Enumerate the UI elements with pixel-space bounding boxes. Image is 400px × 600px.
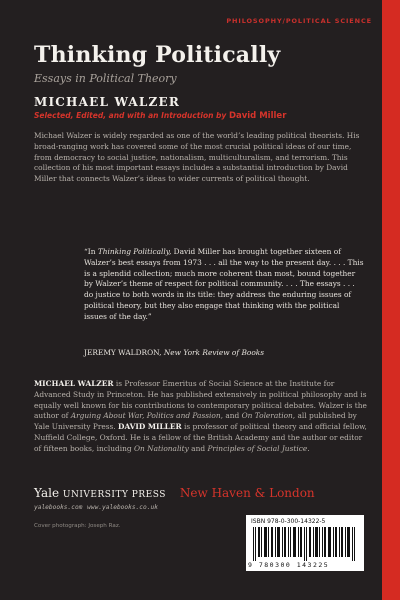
editor-prefix: Selected, Edited, and with an Introduction by — [34, 111, 229, 120]
publisher-yale: Yale — [34, 486, 63, 500]
bio-connector: and — [188, 443, 208, 453]
quote-source-name: JEREMY WALDRON, — [84, 348, 164, 357]
publisher-line — [34, 486, 315, 500]
bio-book-title: On Nationality — [133, 443, 189, 453]
book-author: MICHAEL WALZER — [34, 95, 180, 109]
book-subtitle: Essays in Political Theory — [34, 72, 177, 85]
review-quote — [84, 247, 364, 323]
book-title: Thinking Politically — [34, 42, 281, 68]
publisher-university-press: UNIVERSITY PRESS — [62, 490, 166, 500]
bio-book-title: On Toleration, — [241, 411, 296, 421]
publisher-place: New Haven & London — [179, 486, 315, 500]
category-label: PHILOSOPHY/POLITICAL SCIENCE — [226, 17, 372, 25]
bio-end: . — [307, 443, 310, 453]
quote-book-ref: Thinking Politically, — [97, 247, 172, 256]
quote-source — [84, 348, 264, 357]
bio-walzer-name: MICHAEL WALZER — [34, 379, 114, 388]
editor-credit — [34, 111, 286, 121]
author-bios — [34, 379, 370, 455]
editor-name: David Miller — [228, 111, 287, 121]
publisher-websites: yalebooks.com www.yalebooks.co.uk — [34, 504, 158, 511]
book-description: Michael Walzer is widely regarded as one of the world’s leading political theorists. His broad-ranging work has covered some of the most crucial political ideas of our time, from democracy to social justice, nationalism, multiculturalism, and terrorism. This collection of his most important essays includes a substantial introduction by David Miller that connects Walzer’s ideas to wider currents of political thought. — [34, 131, 360, 184]
bio-book-title: Arguing About War, Politics and Passion, — [70, 411, 223, 421]
isbn-label: ISBN 978-0-300-14322-5 — [251, 518, 326, 525]
red-spine-stripe — [382, 0, 400, 600]
quote-open: “In — [84, 247, 98, 256]
isbn-barcode — [246, 515, 364, 571]
quote-source-publication: New York Review of Books — [163, 348, 265, 357]
bio-walzer-text: all published by Yale University Press. — [34, 411, 357, 432]
bio-connector: and — [222, 411, 242, 421]
bio-book-title: Principles of Social Justice — [207, 443, 308, 453]
barcode-icon — [249, 527, 361, 561]
barcode-digits: 9 780300 143225 — [248, 561, 330, 569]
cover-photo-credit: Cover photograph: Joseph Raz. — [34, 523, 121, 529]
bio-miller-text: is professor of political theory and official fellow, Nuffield College, Oxford. He is a fellow of the British Academy and the author or editor of fifteen books, including — [34, 422, 367, 453]
bio-miller-name: DAVID MILLER — [118, 422, 182, 432]
bio-walzer-text: is Professor Emeritus of Social Science at the Institute for Advanced Study in Princeton. He has published extensively in political philosophy and is equally well known for his contributions to contemporary political debates. Walzer is the author of — [34, 379, 367, 421]
quote-text: David Miller has brought together sixteen of Walzer’s best essays from 1973 . . . all the way to the present day. . . . This is a splendid collection; much more coherent than most, bound together by Walzer’s theme of respect for political community. . . . The essays . . . do justice to both words in its title: they address the enduring issues of political theory, but they also engage that thinking with the political issues of the day.” — [84, 247, 364, 321]
